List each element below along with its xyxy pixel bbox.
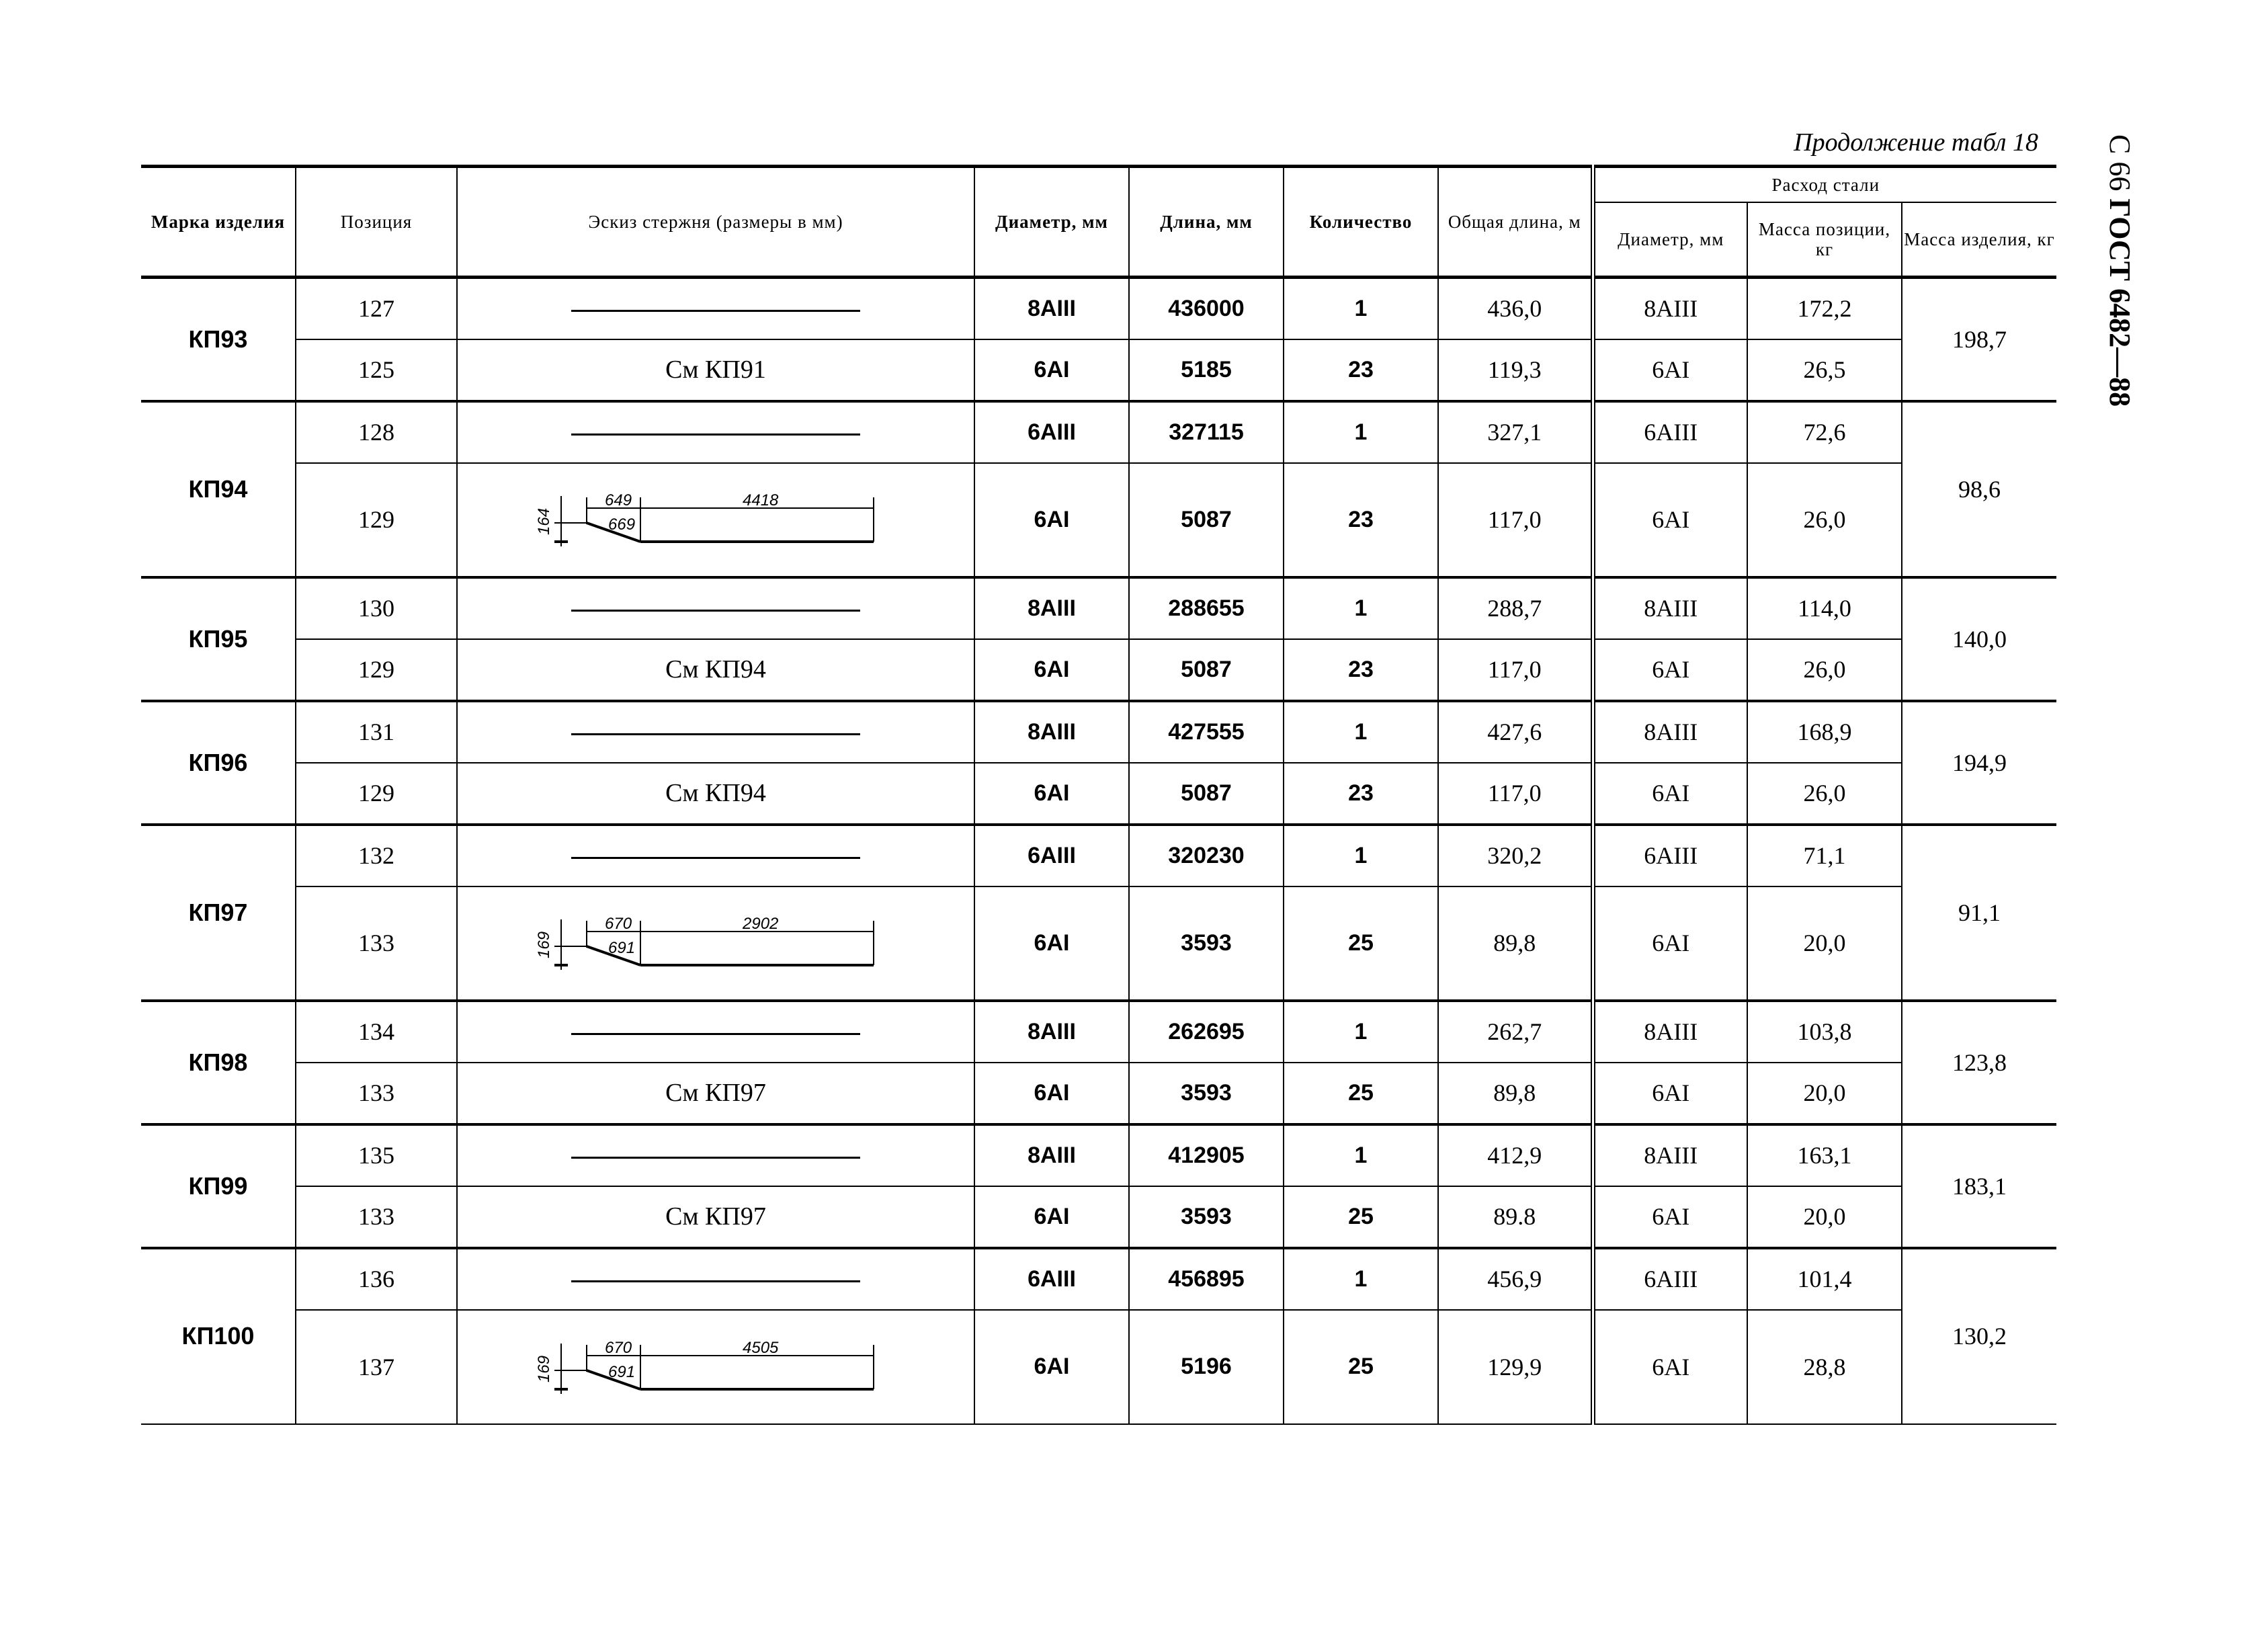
dim-b: 4505 xyxy=(743,1338,779,1357)
rebar-table xyxy=(141,165,2056,1425)
diameter-cell: 6AI xyxy=(974,339,1129,401)
diameter-cell: 8AIII xyxy=(974,1001,1129,1063)
col-mass-position: Масса позиции, кг xyxy=(1747,202,1902,278)
position-cell: 136 xyxy=(296,1248,457,1310)
length-cell: 262695 xyxy=(1129,1001,1284,1063)
quantity-cell: 23 xyxy=(1284,339,1438,401)
see-reference: См КП94 xyxy=(665,779,766,807)
sketch-cell xyxy=(457,763,974,825)
straight-bar-sketch xyxy=(571,1280,860,1282)
sketch-cell xyxy=(457,1001,974,1063)
mass-position-cell: 26,0 xyxy=(1747,463,1902,577)
col-mark: Марка изделия xyxy=(141,167,296,278)
table-row xyxy=(141,1063,2056,1124)
steel-diameter-cell: 6AI xyxy=(1593,886,1747,1001)
length-cell: 288655 xyxy=(1129,577,1284,639)
diameter-cell: 6AI xyxy=(974,763,1129,825)
mass-position-cell: 71,1 xyxy=(1747,825,1902,886)
mass-position-cell: 26,0 xyxy=(1747,639,1902,701)
steel-diameter-cell: 6AIII xyxy=(1593,825,1747,886)
col-length: Длина, мм xyxy=(1129,167,1284,278)
product-mass: 130,2 xyxy=(1902,1248,2056,1424)
length-cell: 320230 xyxy=(1129,825,1284,886)
col-steel-group: Расход стали xyxy=(1593,167,2056,203)
total-length-cell: 456,9 xyxy=(1438,1248,1593,1310)
product-mass: 123,8 xyxy=(1902,1001,2056,1124)
page-number: С 66 xyxy=(2103,134,2136,192)
steel-diameter-cell: 6AI xyxy=(1593,639,1747,701)
steel-diameter-cell: 8AIII xyxy=(1593,577,1747,639)
total-length-cell: 427,6 xyxy=(1438,701,1593,763)
table-row xyxy=(141,463,2056,577)
product-mark: КП96 xyxy=(141,701,296,825)
straight-bar-sketch xyxy=(571,1157,860,1159)
steel-diameter-cell: 6AI xyxy=(1593,763,1747,825)
total-length-cell: 327,1 xyxy=(1438,401,1593,463)
straight-bar-sketch xyxy=(571,610,860,612)
diameter-cell: 6AIII xyxy=(974,1248,1129,1310)
steel-diameter-cell: 6AIII xyxy=(1593,401,1747,463)
product-mark: КП94 xyxy=(141,401,296,577)
quantity-cell: 1 xyxy=(1284,401,1438,463)
length-cell: 5087 xyxy=(1129,639,1284,701)
sketch-cell xyxy=(457,1310,974,1424)
quantity-cell: 1 xyxy=(1284,278,1438,339)
total-length-cell: 89,8 xyxy=(1438,1063,1593,1124)
steel-diameter-cell: 6AI xyxy=(1593,463,1747,577)
dim-a: 670 xyxy=(605,1338,632,1357)
page-header-vertical xyxy=(2097,134,2137,407)
quantity-cell: 25 xyxy=(1284,1063,1438,1124)
position-cell: 133 xyxy=(296,1063,457,1124)
sketch-cell xyxy=(457,401,974,463)
position-cell: 132 xyxy=(296,825,457,886)
total-length-cell: 117,0 xyxy=(1438,463,1593,577)
table-row xyxy=(141,1248,2056,1310)
table-row xyxy=(141,825,2056,886)
sketch-cell xyxy=(457,701,974,763)
table-row xyxy=(141,701,2056,763)
bent-bar-sketch xyxy=(535,913,890,973)
product-mass: 198,7 xyxy=(1902,278,2056,401)
sketch-cell xyxy=(457,278,974,339)
position-cell: 131 xyxy=(296,701,457,763)
position-cell: 129 xyxy=(296,463,457,577)
total-length-cell: 129,9 xyxy=(1438,1310,1593,1424)
col-quantity: Количество xyxy=(1284,167,1438,278)
diameter-cell: 6AI xyxy=(974,886,1129,1001)
see-reference: См КП94 xyxy=(665,655,766,684)
product-mark: КП95 xyxy=(141,577,296,701)
diameter-cell: 6AIII xyxy=(974,401,1129,463)
sketch-cell xyxy=(457,1248,974,1310)
position-cell: 133 xyxy=(296,1186,457,1248)
total-length-cell: 288,7 xyxy=(1438,577,1593,639)
table-row xyxy=(141,886,2056,1001)
product-mass: 194,9 xyxy=(1902,701,2056,825)
straight-bar-sketch xyxy=(571,733,860,735)
bent-bar-sketch xyxy=(535,1337,890,1397)
quantity-cell: 25 xyxy=(1284,1310,1438,1424)
straight-bar-sketch xyxy=(571,1033,860,1035)
product-mark: КП97 xyxy=(141,825,296,1001)
straight-bar-sketch xyxy=(571,857,860,859)
col-diameter: Диаметр, мм xyxy=(974,167,1129,278)
diameter-cell: 6AI xyxy=(974,639,1129,701)
position-cell: 127 xyxy=(296,278,457,339)
steel-diameter-cell: 6AIII xyxy=(1593,1248,1747,1310)
diameter-cell: 8AIII xyxy=(974,278,1129,339)
dim-a: 649 xyxy=(605,491,632,509)
product-mark: КП93 xyxy=(141,278,296,401)
table-row xyxy=(141,1186,2056,1248)
product-mass: 183,1 xyxy=(1902,1124,2056,1248)
table-row xyxy=(141,1124,2056,1186)
diameter-cell: 6AIII xyxy=(974,825,1129,886)
bent-bar-sketch xyxy=(535,489,890,550)
diameter-cell: 8AIII xyxy=(974,577,1129,639)
table-row xyxy=(141,339,2056,401)
length-cell: 5196 xyxy=(1129,1310,1284,1424)
mass-position-cell: 28,8 xyxy=(1747,1310,1902,1424)
length-cell: 5087 xyxy=(1129,463,1284,577)
position-cell: 133 xyxy=(296,886,457,1001)
quantity-cell: 23 xyxy=(1284,463,1438,577)
sketch-cell xyxy=(457,1063,974,1124)
diameter-cell: 8AIII xyxy=(974,1124,1129,1186)
length-cell: 3593 xyxy=(1129,886,1284,1001)
table-caption: Продолжение табл 18 xyxy=(1794,128,2038,157)
sketch-cell xyxy=(457,825,974,886)
steel-diameter-cell: 6AI xyxy=(1593,1063,1747,1124)
position-cell: 137 xyxy=(296,1310,457,1424)
col-sketch: Эскиз стержня (размеры в мм) xyxy=(457,167,974,278)
diameter-cell: 6AI xyxy=(974,1063,1129,1124)
dim-height: 169 xyxy=(535,1355,553,1382)
mass-position-cell: 101,4 xyxy=(1747,1248,1902,1310)
position-cell: 128 xyxy=(296,401,457,463)
quantity-cell: 1 xyxy=(1284,577,1438,639)
length-cell: 436000 xyxy=(1129,278,1284,339)
steel-diameter-cell: 8AIII xyxy=(1593,701,1747,763)
mass-position-cell: 72,6 xyxy=(1747,401,1902,463)
mass-position-cell: 103,8 xyxy=(1747,1001,1902,1063)
quantity-cell: 23 xyxy=(1284,763,1438,825)
length-cell: 456895 xyxy=(1129,1248,1284,1310)
sketch-cell xyxy=(457,339,974,401)
product-mass: 140,0 xyxy=(1902,577,2056,701)
total-length-cell: 89,8 xyxy=(1438,886,1593,1001)
mass-position-cell: 20,0 xyxy=(1747,1186,1902,1248)
table-row xyxy=(141,278,2056,339)
steel-diameter-cell: 8AIII xyxy=(1593,1001,1747,1063)
position-cell: 129 xyxy=(296,763,457,825)
diameter-cell: 6AI xyxy=(974,1186,1129,1248)
product-mass: 98,6 xyxy=(1902,401,2056,577)
length-cell: 5087 xyxy=(1129,763,1284,825)
diameter-cell: 6AI xyxy=(974,1310,1129,1424)
product-mark: КП98 xyxy=(141,1001,296,1124)
sketch-cell xyxy=(457,577,974,639)
straight-bar-sketch xyxy=(571,433,860,436)
position-cell: 134 xyxy=(296,1001,457,1063)
mass-position-cell: 168,9 xyxy=(1747,701,1902,763)
diameter-cell: 6AI xyxy=(974,463,1129,577)
see-reference: См КП97 xyxy=(665,1202,766,1231)
position-cell: 135 xyxy=(296,1124,457,1186)
table-row xyxy=(141,401,2056,463)
steel-diameter-cell: 6AI xyxy=(1593,1310,1747,1424)
sketch-cell xyxy=(457,463,974,577)
dim-c: 669 xyxy=(608,515,636,534)
length-cell: 3593 xyxy=(1129,1063,1284,1124)
mass-position-cell: 163,1 xyxy=(1747,1124,1902,1186)
standard-number: ГОСТ 6482—88 xyxy=(2103,198,2136,407)
total-length-cell: 412,9 xyxy=(1438,1124,1593,1186)
dim-height: 164 xyxy=(535,507,553,535)
mass-position-cell: 20,0 xyxy=(1747,1063,1902,1124)
total-length-cell: 320,2 xyxy=(1438,825,1593,886)
col-position: Позиция xyxy=(296,167,457,278)
see-reference: См КП91 xyxy=(665,356,766,384)
length-cell: 427555 xyxy=(1129,701,1284,763)
dim-b: 4418 xyxy=(743,491,779,509)
col-total-length: Общая длина, м xyxy=(1438,167,1593,278)
total-length-cell: 436,0 xyxy=(1438,278,1593,339)
diameter-cell: 8AIII xyxy=(974,701,1129,763)
position-cell: 130 xyxy=(296,577,457,639)
col-steel-diameter: Диаметр, мм xyxy=(1593,202,1747,278)
quantity-cell: 1 xyxy=(1284,1248,1438,1310)
sketch-cell xyxy=(457,639,974,701)
see-reference: См КП97 xyxy=(665,1079,766,1107)
dim-c: 691 xyxy=(608,939,636,957)
total-length-cell: 117,0 xyxy=(1438,763,1593,825)
sketch-cell xyxy=(457,886,974,1001)
quantity-cell: 1 xyxy=(1284,1001,1438,1063)
dim-height: 169 xyxy=(535,931,553,958)
table-body xyxy=(141,278,2056,1424)
col-mass-product: Масса изделия, кг xyxy=(1902,202,2056,278)
product-mark: КП100 xyxy=(141,1248,296,1424)
product-mark: КП99 xyxy=(141,1124,296,1248)
table-row xyxy=(141,1310,2056,1424)
mass-position-cell: 26,5 xyxy=(1747,339,1902,401)
total-length-cell: 119,3 xyxy=(1438,339,1593,401)
table-row xyxy=(141,639,2056,701)
straight-bar-sketch xyxy=(571,310,860,312)
length-cell: 327115 xyxy=(1129,401,1284,463)
length-cell: 412905 xyxy=(1129,1124,1284,1186)
position-cell: 129 xyxy=(296,639,457,701)
dim-a: 670 xyxy=(605,915,632,933)
table-row xyxy=(141,1001,2056,1063)
length-cell: 3593 xyxy=(1129,1186,1284,1248)
mass-position-cell: 20,0 xyxy=(1747,886,1902,1001)
product-mass: 91,1 xyxy=(1902,825,2056,1001)
table-row xyxy=(141,577,2056,639)
mass-position-cell: 114,0 xyxy=(1747,577,1902,639)
dim-c: 691 xyxy=(608,1362,636,1381)
length-cell: 5185 xyxy=(1129,339,1284,401)
table-row xyxy=(141,763,2056,825)
quantity-cell: 25 xyxy=(1284,886,1438,1001)
dim-b: 2902 xyxy=(743,915,779,933)
sketch-cell xyxy=(457,1124,974,1186)
total-length-cell: 262,7 xyxy=(1438,1001,1593,1063)
steel-diameter-cell: 8AIII xyxy=(1593,278,1747,339)
quantity-cell: 25 xyxy=(1284,1186,1438,1248)
position-cell: 125 xyxy=(296,339,457,401)
total-length-cell: 89.8 xyxy=(1438,1186,1593,1248)
steel-diameter-cell: 8AIII xyxy=(1593,1124,1747,1186)
total-length-cell: 117,0 xyxy=(1438,639,1593,701)
mass-position-cell: 26,0 xyxy=(1747,763,1902,825)
steel-diameter-cell: 6AI xyxy=(1593,339,1747,401)
quantity-cell: 1 xyxy=(1284,825,1438,886)
quantity-cell: 23 xyxy=(1284,639,1438,701)
mass-position-cell: 172,2 xyxy=(1747,278,1902,339)
sketch-cell xyxy=(457,1186,974,1248)
quantity-cell: 1 xyxy=(1284,1124,1438,1186)
steel-diameter-cell: 6AI xyxy=(1593,1186,1747,1248)
quantity-cell: 1 xyxy=(1284,701,1438,763)
